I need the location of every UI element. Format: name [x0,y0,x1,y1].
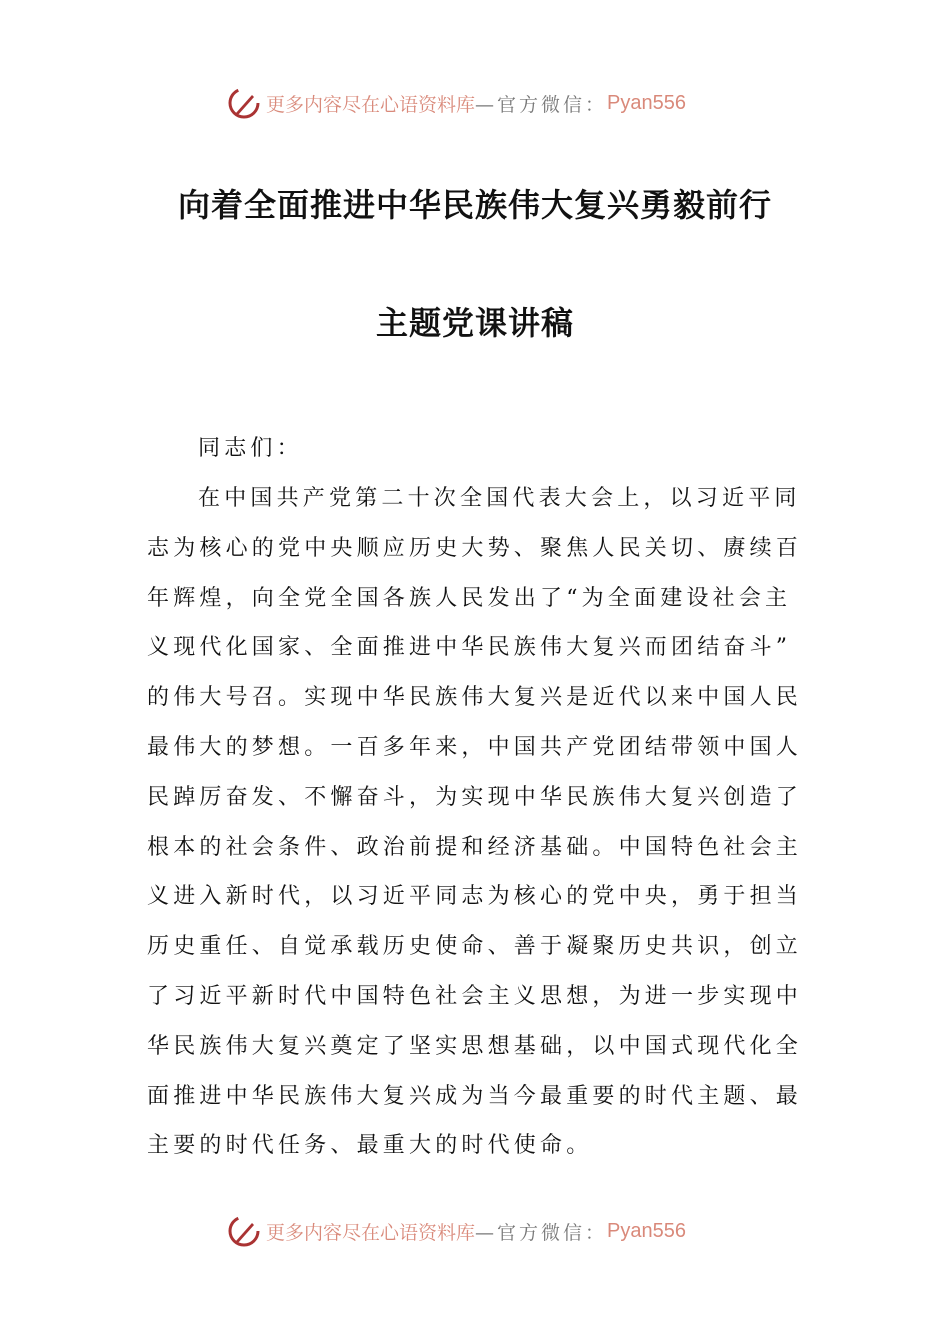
body-line: 历史重任、自觉承载历史使命、善于凝聚历史共识，创立 [147,934,803,960]
body-line: 根本的社会条件、政治前提和经济基础。中国特色社会主 [147,834,803,860]
body-line: 了习近平新时代中国特色社会主义思想，为进一步实现中 [147,984,803,1009]
body-line: 面推进中华民族伟大复兴成为当今最重要的时代主题、最 [147,1083,803,1109]
body-line: 志为核心的党中央顺应历史大势、聚焦人民关切、赓续百 [147,535,803,561]
body-line: 义进入新时代，以习近平同志为核心的党中央，勇于担当 [147,884,803,910]
body-line: 最伟大的梦想。一百多年来，中国共产党团结带领中国人 [147,735,803,760]
body-line: 民踔厉奋发、不懈奋斗，为实现中华民族伟大复兴创造了 [147,784,803,810]
watermark-label: —官方微信： [475,1221,608,1244]
title-line-2: 主题党课讲稿 [375,304,574,342]
body-line: 华民族伟大复兴奠定了坚实思想基础，以中国式现代化全 [147,1033,803,1059]
body-line: 在中国共产党第二十次全国代表大会上，以习近平同 [198,486,801,511]
body-line: 义现代化国家、全面推进中华民族伟大复兴而团结奋斗” [147,635,792,661]
watermark-text: 更多内容尽在心语资料库 [266,93,476,116]
watermark-text: 更多内容尽在心语资料库 [266,1221,476,1244]
greeting: 同志们： [198,436,303,461]
watermark-label: —官方微信： [475,93,608,116]
footer-watermark [226,1211,686,1251]
title-line-1: 向着全面推进中华民族伟大复兴勇毅前行 [177,186,772,224]
header-watermark [226,83,686,123]
pen-logo-icon [226,1213,262,1249]
body-line: 的伟大号召。实现中华民族伟大复兴是近代以来中国人民 [147,685,803,711]
watermark-wechat: Pyan556 [607,1219,686,1242]
watermark-wechat: Pyan556 [607,91,686,114]
body-line: 年辉煌，向全党全国各族人民发出了“为全面建设社会主 [147,585,792,611]
pen-logo-icon [226,85,262,121]
body-line: 主要的时代任务、最重大的时代使命。 [147,1133,593,1159]
